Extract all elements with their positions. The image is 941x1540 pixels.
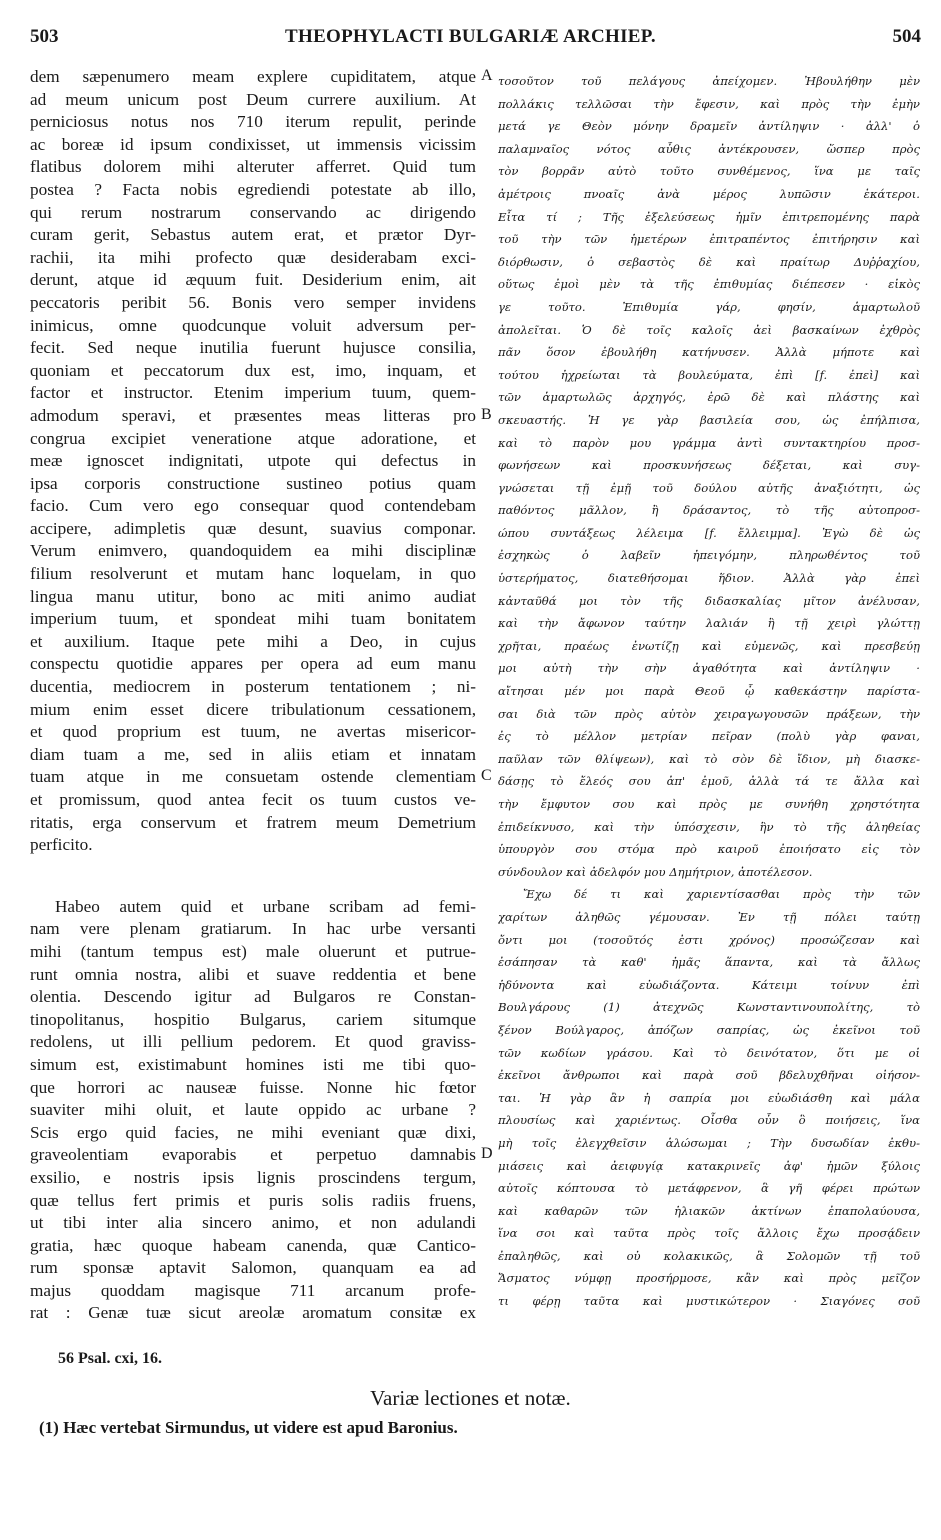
greek-text-line: τι φέρῃ ταῦτα καὶ μυστικώτερον · Σιαγόνες σοῦ <box>498 1294 920 1309</box>
latin-text-line: ducentia, mediocrem in posterum tentationem ; ni- <box>30 677 476 697</box>
greek-text-line: σύνδουλον καὶ ἀδελφόν μου Δημήτριον, ἀποτέλεσον. <box>498 864 813 879</box>
greek-text-line: ἵνα σοι καὶ ταῦτα πρὸς τοῖς ἄλλοις ἔχω προσᾴδειν <box>498 1226 920 1241</box>
latin-text-line: mium enim esset dicere tribulationum cessationem, <box>30 699 476 719</box>
latin-text-line: olentia. Descendo igitur ad Bulgaros re Constan- <box>30 987 476 1007</box>
greek-text-line: Εἶτα τί ; Τῆς ἐξελεύσεως ἡμῖν ἐπιτρεπομένης παρὰ <box>498 209 920 224</box>
greek-text-line: παῦλαν τῶν θλίψεων), καὶ τὸ σὸν δὲ ἴδιον, μὴ διασκε- <box>498 751 920 766</box>
latin-text-line: diam tuam a me, sed in aliis etiam et innatam <box>30 744 476 764</box>
latin-text-line: fecit. Sed neque inutilia fuerunt hujusce consilia, <box>30 338 476 358</box>
greek-text-line: ἡδύνοντα καὶ εὐωδιάζοντα. Κάτειμι τοίνυν ἐπὶ <box>498 977 920 992</box>
latin-text-line: conspectu quotidie appares per opera ad eum manu <box>30 654 476 674</box>
page-number-left: 503 <box>30 26 59 47</box>
latin-text-line: redolens, ut illi pellium pedorem. Et quod graviss- <box>30 1032 476 1052</box>
greek-text-line: καὶ καθαρῶν τῶν ἡλιακῶν ἀκτίνων ἐπαπολαύουσα, <box>498 1203 920 1218</box>
greek-text-line: ἐπιδείκνυσο, καὶ τὴν ὑπόσχεσιν, ἣν τὸ τῆς ἀληθείας <box>498 819 920 834</box>
greek-text-line: σκευαστής. Ἡ γε γὰρ βασιλεία σου, ὡς ἐπήλπισα, <box>498 412 920 427</box>
latin-text-line: perficito. <box>30 835 93 855</box>
latin-text-line: factor et instructor. Etenim imperium tuum, quem- <box>30 383 476 403</box>
latin-text-line: Scis ergo quid facies, ne mihi eveniant quæ dixi, <box>30 1122 476 1142</box>
variae-heading: Variæ lectiones et notæ. <box>370 1386 571 1410</box>
greek-text-line: παλαμναῖος νότος αὖθις ἀντέκρουσεν, ὥσπερ πρὸς <box>498 141 920 156</box>
greek-text-line: καὶ τὸ παρὸν μου γράμμα ἀντὶ συντακτηρίου προσ- <box>498 435 920 450</box>
greek-column <box>498 70 920 1313</box>
latin-text-line: derunt, atque id æquum fuit. Desiderium enim, ait <box>30 270 476 290</box>
greek-text-line: χρῆται, πραέως ἐνωτίζῃ καὶ εὐμενῶς, καὶ πρεσβεύῃ <box>498 638 920 653</box>
latin-column <box>30 66 476 1325</box>
greek-text-line: τοῦ τὴν τῶν ἡμετέρων ἐπιτραπέντος ἐπιτήρησιν καὶ <box>498 232 920 247</box>
latin-text-line: rum sponsæ aptavit Salomon, quanquam ea ad <box>30 1258 476 1278</box>
greek-text-line: τὸν βορρᾶν αὐτὸ τοῦτο συνθέμενος, ἵνα με ταῖς <box>498 164 920 179</box>
greek-text-line: αἴτησαι μέν μοι παρὰ Θεοῦ ᾧ καθεκάστην παρίστα- <box>498 684 920 699</box>
latin-text-line: curam gerit, Sebastus autem erat, et prætor Dyr- <box>30 225 476 245</box>
latin-text-line: suaviter mihi oluit, et laute oppido ac urbane ? <box>30 1100 476 1120</box>
greek-text-line: ἐπαληθῶς, καὶ οὐ κολακικῶς, ἃ Σολομῶν τῇ τοῦ <box>498 1248 920 1263</box>
latin-text-line: et quod proprium est tuum, ne avertas misericor- <box>30 722 476 742</box>
latin-text-line: ipsa corporis constructione sustineo potius quam <box>30 473 476 493</box>
variae-note: (1) Hæc vertebat Sirmundus, ut videre est apud Baronius. <box>39 1418 458 1437</box>
margin-marker-d: D <box>481 1145 493 1162</box>
footnote: 56 Psal. cxi, 16. <box>58 1350 162 1367</box>
greek-text-line: ἐσάπησαν τὰ καθ' ἡμᾶς ἅπαντα, καὶ τὰ ἄλλως <box>498 955 920 970</box>
greek-text-line: μὴ τοῖς ἐλεγχθεῖσιν ἁλώσωμαι ; Τὴν δυσωδίαν ἐκθυ- <box>498 1135 920 1150</box>
greek-text-line: ξένον Βούλγαρος, ἀπόζων σαπρίας, ὡς ἐκεῖνοι τοῦ <box>498 1022 920 1037</box>
greek-text-line: κἀνταῦθά μοι τὸν τῆς διδασκαλίας μῖτον ἀνέλυσαν, <box>498 593 920 608</box>
greek-text-line: Βουλγάρους (1) ἀτεχνῶς Κωνσταντινουπολίτης, τὸ <box>498 1000 920 1015</box>
latin-text-line: runt omnia nostra, alibi et suave reddentia et bene <box>30 964 476 984</box>
greek-text-line: Ἄσματος νύμφῃ προσήρμοσε, κἂν καὶ πρὸς μεῖζον <box>498 1271 920 1286</box>
greek-text-line: ἐς τὸ μέλλον μετρίαν πεῖραν (πολὺ γὰρ φαναι, <box>498 729 920 744</box>
latin-text-line: inimicus, omne quodcunque voluit adversum per- <box>30 315 476 335</box>
greek-text-line: παθόντος μᾶλλον, ἢ δράσαντος, τὸ τῆς αὐτοπροσ- <box>498 503 920 518</box>
latin-text-line: peccatoris peribit 56. Bonis vero semper invidens <box>30 292 476 312</box>
latin-text-line: postea ? Facta nobis egrediendi potestate ab illo, <box>30 179 476 199</box>
latin-text-line: meæ ignoscet indignitati, utpote qui defectus in <box>30 451 476 471</box>
greek-text-line: ώπου συντάξεως λέλειμα [f. ἔλλειμμα]. Ἐγὼ δὲ ὡς <box>498 525 920 540</box>
latin-text-line: filium resolverunt et mutam hanc loquelam, in quo <box>30 564 476 584</box>
page-number-right: 504 <box>892 26 921 47</box>
latin-text-line: graveolentiam evaporabis et perpetuo damnabis <box>30 1145 476 1165</box>
greek-text-line: γε τοῦτο. Ἐπιθυμία γάρ, φησίν, ἁμαρτωλοῦ <box>498 299 920 314</box>
margin-marker-c: C <box>481 767 492 784</box>
latin-text-line: exsilio, e nostris ipsis lignis proscindens tergum, <box>30 1167 476 1187</box>
latin-text-line: mihi (tantum tempus est) male oluerunt et putrue- <box>30 941 476 961</box>
greek-text-line: ὄντι μοι (τοσοῦτός ἐστι χρόνος) προσώζεσαν καὶ <box>498 932 920 947</box>
latin-text-line: rachii, ita mihi profecto quæ desiderabam exci- <box>30 247 476 267</box>
greek-text-line: γνώσεται τῇ ἐμῇ τοῦ δούλου αὐτῆς ἀναξιότητι, ὡς <box>498 480 920 495</box>
greek-text-line: σαι διὰ τῶν πρὸς αὐτὸν χειραγωγουσῶν πράξεων, τὴν <box>498 706 920 721</box>
latin-text-line: ac boreæ id ipsum condixisset, ut immensis vicissim <box>30 134 476 154</box>
latin-text-line: quæ tellus fert primis et puris solis radiis fruens, <box>30 1190 476 1210</box>
latin-text-line: dem sæpenumero meam explere cupiditatem, atque <box>30 67 476 86</box>
margin-marker-a: A <box>481 67 493 84</box>
latin-text-line: simum est, existimabunt homines isti me tibi quo- <box>30 1054 476 1074</box>
latin-text-line: congrua excipiet veneratione atque adoratione, et <box>30 428 476 448</box>
latin-text-line: perniciosus notus nos 710 iterum repulit, perinde <box>30 112 476 132</box>
greek-text-line: τὴν ἔμφυτον σου καὶ πρὸς με συνήθη χρηστότητα <box>498 797 920 811</box>
latin-text-line: qui rerum nostrarum conservando ac dirigendo <box>30 202 476 222</box>
greek-text-line: τῶν ἁμαρτωλῶς ἀρχηγός, ἐρῶ δὲ καὶ πλάστης καὶ <box>498 390 920 405</box>
latin-text-line: majus quoddam magisque 711 arcanum profe- <box>30 1280 476 1300</box>
greek-text-line: ται. Ἡ γὰρ ἂν ἡ σαπρία μοι εὐωδιάσθη καὶ μάλα <box>498 1090 920 1105</box>
greek-text-line: ὑπουργὸν σου στόμα πρὸ καιροῦ ἐποιήσατο εἰς τὸν <box>498 842 920 857</box>
greek-text-line: πᾶν ὅσον ἐβουλήθη κατήνυσεν. Ἀλλὰ μήποτε καὶ <box>498 345 920 360</box>
greek-text-line: τούτου ἠχρείωται τὰ βουλεύματα, ἐπὶ [f. ἐπεὶ] καὶ <box>498 367 920 382</box>
greek-text-line: πλουσίως καὶ χαριέντως. Οἶσθα οὖν ὃ ποιήσεις, ἵνα <box>498 1113 920 1128</box>
running-title: THEOPHYLACTI BULGARIÆ ARCHIEP. <box>285 26 656 47</box>
greek-text-line: αὐτοῖς κόπτουσα τὸ μετάφρενον, ἃ γῆ φέρει πρώτων <box>498 1181 920 1196</box>
greek-text-line: τοσοῦτον τοῦ πελάγους ἀπείχομεν. Ἠβουλήθην μὲν <box>498 74 920 88</box>
greek-text-line: πολλάκις τελλῶσαι τὴν ἔφεσιν, καὶ πρὸς τὴν ἐμὴν <box>498 96 920 111</box>
greek-text-line: ὑστερήματος, διατεθήσομαι ἥδιον. Ἀλλὰ γὰρ ἐπεὶ <box>498 571 920 586</box>
greek-text-line: διόρθωσιν, ὁ σεβαστὸς δὲ καὶ πραίτωρ Δυῤῥαχίου, <box>498 254 920 269</box>
latin-text-line: lingua manu utitur, bono ac miti animo audiat <box>30 586 476 606</box>
latin-text-line: tuam atque in me consuetam ostende clementiam <box>30 767 476 787</box>
greek-text-line: ἀπολεῖται. Ὁ δὲ τοῖς καλοῖς ἀεὶ βασκαίνων ἐχθρὸς <box>498 322 920 337</box>
greek-text-line: χαρίτων ἀληθῶς γέμουσαν. Ἐν τῇ πόλει ταύτῃ <box>498 909 920 924</box>
latin-text-line: ut tibi inter alia sincero animo, et non adulandi <box>30 1213 476 1233</box>
latin-text-line: gratia, hæc quoque habeam canenda, quæ Cantico- <box>30 1235 476 1255</box>
latin-text-line: facio. Cum vero ego consequar quod contendebam <box>30 496 476 516</box>
latin-text-line: et auxilium. Itaque pete mihi a Deo, in cujus <box>30 631 476 651</box>
latin-text-line: que horrori ac nauseæ fuisse. Nonne hic fœtor <box>30 1077 476 1097</box>
greek-text-line: ἐκεῖνοι ἄνθρωποι καὶ παρὰ σοῦ βδελυχθῆναι οἰήσον- <box>498 1068 920 1083</box>
greek-text-line: καὶ τὴν ἄφωνον ταύτην λαλιάν ἣ τῇ χειρὶ γλώττῃ <box>498 616 920 631</box>
greek-text-line: δάσῃς τὸ ἔλεός σου ἀπ' ἐμοῦ, ἀλλὰ τά τε ἄλλα καὶ <box>498 774 920 789</box>
latin-text-line: quoniam et peccatorum dux est, imo, inquam, et <box>30 360 476 380</box>
latin-text-line: ad meum unicum post Deum currere auxilium. At <box>30 89 476 109</box>
latin-text-line: accipere, adimpletis quæ desunt, suavius componar. <box>30 518 476 538</box>
greek-text-line: φωνήσεων καὶ προσκυνήσεως δέξεται, καὶ συγ- <box>498 458 920 473</box>
latin-text-line: et promissum, quod antea fecit os tuum custos ve- <box>30 790 476 809</box>
greek-text-line: μετά γε Θεὸν μόνην δραμεῖν ἀντίληψιν · ἀλλ' ὁ <box>498 119 920 134</box>
margin-marker-b: B <box>481 406 492 423</box>
greek-text-line: ἀμέτροις πνοαῖς ἀνὰ μέρος λυπῶσιν ἑκάτεροι. <box>498 186 920 201</box>
latin-text-line: tinopolitanus, hospitio Bulgarus, cariem situmque <box>30 1009 476 1029</box>
latin-text-line: Habeo autem quid et urbane scribam ad femi- <box>55 896 476 916</box>
page-header <box>0 26 941 54</box>
latin-text-line: rat : Genæ tuæ sicut areolæ aromatum consitæ ex <box>30 1303 476 1323</box>
latin-text-line: nam vere plenam gratiarum. In hac urbe versanti <box>30 919 476 939</box>
latin-text-line: imperium tuum, et spondeat mihi tuam bonitatem <box>30 609 476 629</box>
latin-text-line: ritatis, erga conservum et fratrem meum Demetrium <box>30 812 476 832</box>
greek-text-line: Ἔχω δέ τι καὶ χαριεντίσασθαι πρὸς τὴν τῶν <box>523 887 920 902</box>
greek-text-line: ἐσχηκὼς ὁ λαβεῖν ἠπειγόμην, πληρωθέντος τοῦ <box>498 548 920 563</box>
latin-text-line: Verum enimvero, quandoquidem ea mihi disciplinæ <box>30 541 476 561</box>
latin-text-line: flatibus dolorem mihi alteruter afferret. Quid tum <box>30 157 476 177</box>
greek-text-line: οὕτως ἐμοὶ μὲν τὰ τῆς ἐπιθυμίας διέπεσεν · εἰκὸς <box>498 277 920 292</box>
greek-text-line: μιάσεις καὶ ἀειφυγίᾳ κατακρινεῖς ἀφ' ἡμῶν ξύλοις <box>498 1158 920 1173</box>
greek-text-line: τῶν κωδίων γράσου. Καὶ τὸ δεινότατον, ὅτι με οἱ <box>498 1045 920 1060</box>
latin-text-line: admodum speravi, et præsentes meas litteras pro <box>30 405 476 425</box>
greek-text-line: μοι αὐτὴ τὴν σὴν ἀγαθότητα καὶ ἀντίληψιν · <box>498 661 920 676</box>
